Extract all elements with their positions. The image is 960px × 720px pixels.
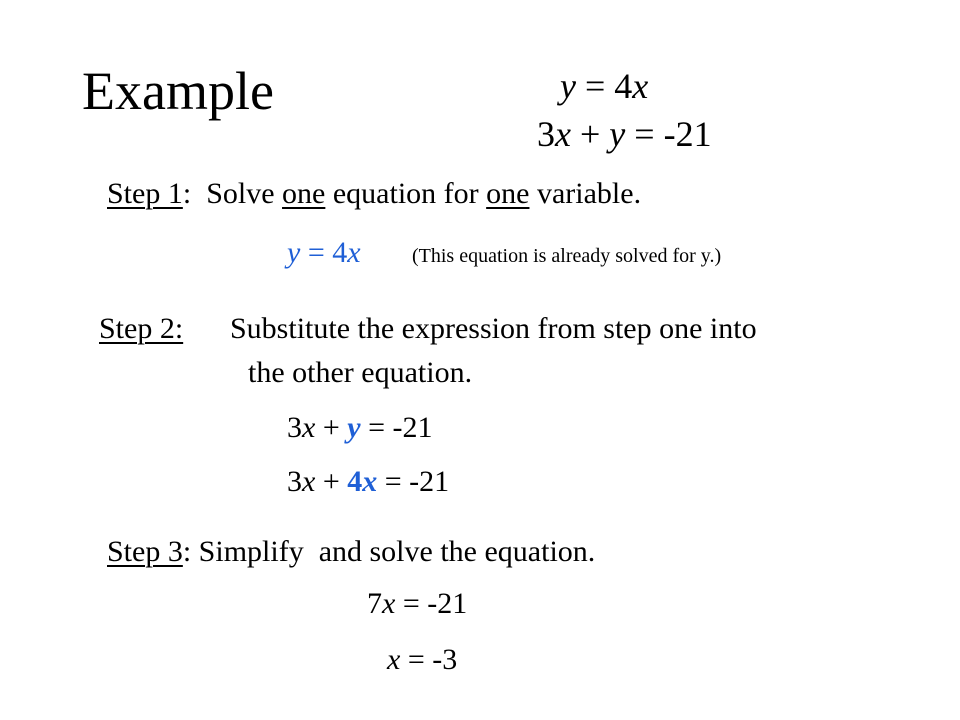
step2-eq2-plus: + <box>315 465 348 498</box>
step3-eq1-a: 7 <box>367 587 382 620</box>
eq1-y: y <box>560 66 576 106</box>
step1-note: (This equation is already solved for y.) <box>412 245 722 267</box>
step2-eq2-subx: x <box>362 465 378 498</box>
step3-text: : Simplify and solve the equation. <box>182 535 596 568</box>
step3-eq2-x: x <box>387 643 401 676</box>
step2-text-line-2: the other equation. <box>248 356 473 389</box>
step3-equation-1 <box>367 589 467 619</box>
eq2-rhs: = -21 <box>625 114 712 154</box>
step1-text-3: variable. <box>529 177 642 210</box>
step1-eq-y: y <box>287 236 301 269</box>
eq2-coef: 3 <box>537 114 555 154</box>
step1-text-2: equation for <box>325 177 487 210</box>
step1-line <box>107 179 641 209</box>
step2-eq1-y: y <box>347 411 361 444</box>
step1-colon: : <box>182 177 192 210</box>
step2-eq2-x: x <box>302 465 316 498</box>
step2-label <box>99 314 183 344</box>
step1-underlined-one-2: one <box>486 177 530 210</box>
step1-eq-x: x <box>347 236 361 269</box>
slide-title: Example <box>82 61 274 121</box>
step2-eq1-rhs: = -21 <box>360 411 433 444</box>
step3-label: Step 3 <box>107 535 183 568</box>
step1-solved-equation <box>287 238 361 268</box>
eq2-y: y <box>609 114 626 154</box>
eq1-op: = 4 <box>575 66 633 106</box>
step2-eq2-rhs: = -21 <box>377 465 450 498</box>
step3-eq1-x: x <box>382 587 396 620</box>
system-equation-2 <box>537 116 712 152</box>
eq2-plus: + <box>570 114 610 154</box>
step2-text-line-1: Substitute the expression from step one into <box>230 312 757 345</box>
system-equation-1 <box>560 68 648 104</box>
step1-eq-op: = 4 <box>300 236 348 269</box>
step3-eq1-rhs: = -21 <box>395 587 468 620</box>
eq1-x: x <box>632 66 649 106</box>
step3-equation-2 <box>387 645 457 675</box>
step3-line <box>107 537 595 567</box>
step3-eq2-rhs: = -3 <box>400 643 458 676</box>
eq2-x: x <box>555 114 571 154</box>
step2-eq2-sub: 4 <box>347 465 363 498</box>
step2-equation-2 <box>287 467 449 497</box>
step1-underlined-one-1: one <box>282 177 326 210</box>
step2-eq1-plus: + <box>315 411 348 444</box>
step2-eq1-a: 3 <box>287 411 302 444</box>
step2-eq2-a: 3 <box>287 465 302 498</box>
step1-text-1: Solve <box>191 177 283 210</box>
step2-equation-1 <box>287 413 433 443</box>
step1-label: Step 1 <box>107 177 183 210</box>
step2-label-text: Step 2: <box>99 312 184 345</box>
step2-eq1-x: x <box>302 411 316 444</box>
